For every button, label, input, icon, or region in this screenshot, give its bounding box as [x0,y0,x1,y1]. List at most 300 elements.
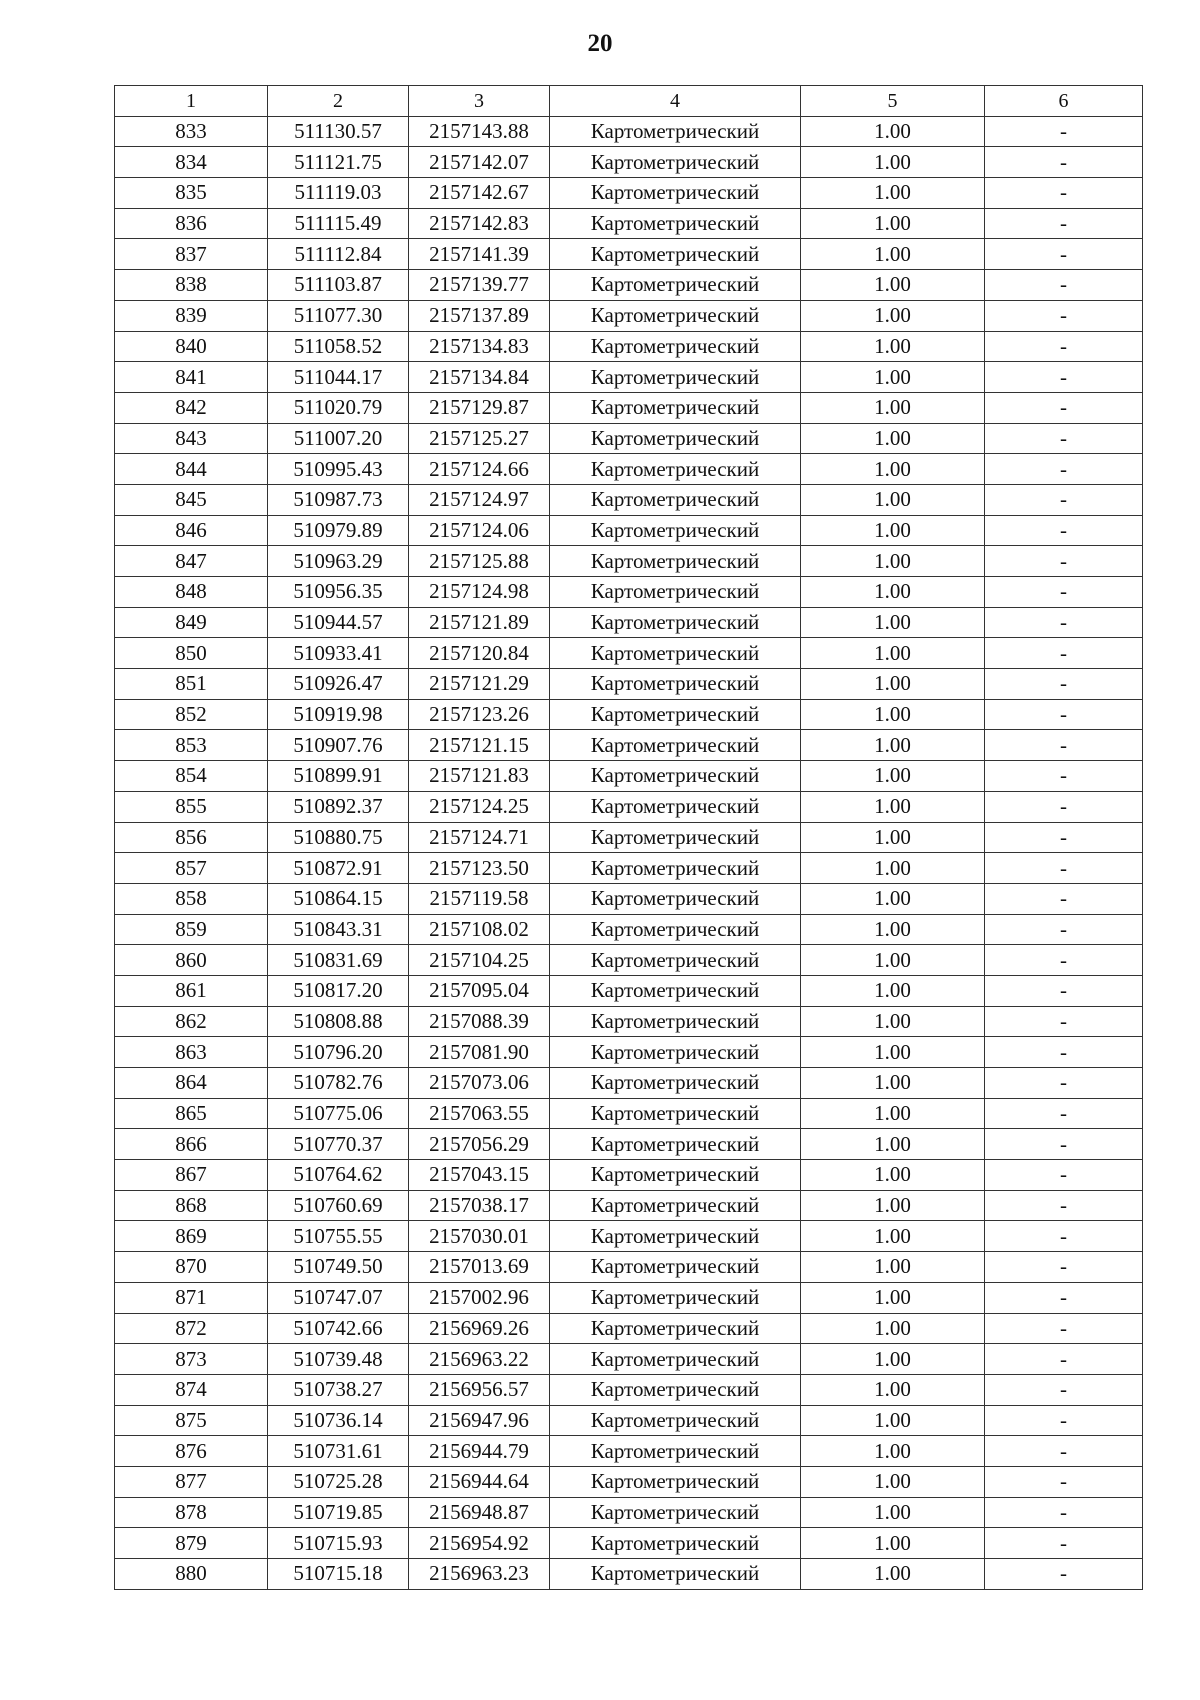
point-number-cell: 833 [115,116,268,147]
accuracy-cell: 1.00 [801,699,985,730]
table-row [115,423,1143,454]
description-cell: - [985,1528,1143,1559]
accuracy-cell: 1.00 [801,331,985,362]
table-row [115,1160,1143,1191]
description-cell: - [985,484,1143,515]
accuracy-cell: 1.00 [801,607,985,638]
table-row [115,1068,1143,1099]
accuracy-cell: 1.00 [801,423,985,454]
x-coordinate-cell: 510719.85 [268,1497,409,1528]
method-cell: Картометрический [550,208,801,239]
y-coordinate-cell: 2157142.07 [409,147,550,178]
x-coordinate-cell: 511112.84 [268,239,409,270]
method-cell: Картометрический [550,1344,801,1375]
x-coordinate-cell: 510831.69 [268,945,409,976]
description-cell: - [985,116,1143,147]
x-coordinate-cell: 510725.28 [268,1466,409,1497]
table-row [115,1405,1143,1436]
method-cell: Картометрический [550,577,801,608]
table-row [115,1221,1143,1252]
y-coordinate-cell: 2157124.25 [409,791,550,822]
method-cell: Картометрический [550,1068,801,1099]
x-coordinate-cell: 510715.18 [268,1559,409,1590]
accuracy-cell: 1.00 [801,914,985,945]
point-number-cell: 847 [115,546,268,577]
x-coordinate-cell: 510919.98 [268,699,409,730]
y-coordinate-cell: 2157125.27 [409,423,550,454]
method-cell: Картометрический [550,454,801,485]
description-cell: - [985,239,1143,270]
y-coordinate-cell: 2157124.71 [409,822,550,853]
x-coordinate-cell: 510749.50 [268,1252,409,1283]
accuracy-cell: 1.00 [801,300,985,331]
x-coordinate-cell: 511058.52 [268,331,409,362]
method-cell: Картометрический [550,638,801,669]
table-row [115,178,1143,209]
y-coordinate-cell: 2157063.55 [409,1098,550,1129]
y-coordinate-cell: 2157123.26 [409,699,550,730]
accuracy-cell: 1.00 [801,669,985,700]
table-row [115,699,1143,730]
accuracy-cell: 1.00 [801,1221,985,1252]
header-cell: 6 [985,86,1143,117]
table-row [115,1374,1143,1405]
y-coordinate-cell: 2157141.39 [409,239,550,270]
table-row [115,1497,1143,1528]
y-coordinate-cell: 2156963.23 [409,1559,550,1590]
y-coordinate-cell: 2157120.84 [409,638,550,669]
table-row [115,208,1143,239]
point-number-cell: 837 [115,239,268,270]
y-coordinate-cell: 2157013.69 [409,1252,550,1283]
accuracy-cell: 1.00 [801,546,985,577]
point-number-cell: 871 [115,1282,268,1313]
method-cell: Картометрический [550,1497,801,1528]
table-row [115,1006,1143,1037]
x-coordinate-cell: 510770.37 [268,1129,409,1160]
point-number-cell: 840 [115,331,268,362]
table-row [115,454,1143,485]
accuracy-cell: 1.00 [801,1160,985,1191]
table-row [115,730,1143,761]
point-number-cell: 862 [115,1006,268,1037]
table-row [115,1129,1143,1160]
point-number-cell: 872 [115,1313,268,1344]
method-cell: Картометрический [550,147,801,178]
point-number-cell: 842 [115,392,268,423]
x-coordinate-cell: 510899.91 [268,761,409,792]
point-number-cell: 877 [115,1466,268,1497]
accuracy-cell: 1.00 [801,515,985,546]
y-coordinate-cell: 2156969.26 [409,1313,550,1344]
accuracy-cell: 1.00 [801,239,985,270]
table-row [115,1252,1143,1283]
description-cell: - [985,1559,1143,1590]
table-row [115,515,1143,546]
description-cell: - [985,515,1143,546]
point-number-cell: 861 [115,975,268,1006]
description-cell: - [985,883,1143,914]
description-cell: - [985,1190,1143,1221]
table-row [115,239,1143,270]
y-coordinate-cell: 2157134.84 [409,362,550,393]
description-cell: - [985,1405,1143,1436]
x-coordinate-cell: 510782.76 [268,1068,409,1099]
point-number-cell: 853 [115,730,268,761]
method-cell: Картометрический [550,607,801,638]
accuracy-cell: 1.00 [801,1497,985,1528]
header-cell: 2 [268,86,409,117]
description-cell: - [985,208,1143,239]
y-coordinate-cell: 2156944.79 [409,1436,550,1467]
point-number-cell: 854 [115,761,268,792]
method-cell: Картометрический [550,1037,801,1068]
accuracy-cell: 1.00 [801,945,985,976]
point-number-cell: 849 [115,607,268,638]
y-coordinate-cell: 2156954.92 [409,1528,550,1559]
description-cell: - [985,423,1143,454]
accuracy-cell: 1.00 [801,270,985,301]
table-body [115,116,1143,1589]
description-cell: - [985,1037,1143,1068]
point-number-cell: 876 [115,1436,268,1467]
point-number-cell: 873 [115,1344,268,1375]
description-cell: - [985,454,1143,485]
x-coordinate-cell: 510872.91 [268,853,409,884]
x-coordinate-cell: 511130.57 [268,116,409,147]
method-cell: Картометрический [550,945,801,976]
method-cell: Картометрический [550,730,801,761]
point-number-cell: 879 [115,1528,268,1559]
table-row [115,270,1143,301]
table-row [115,1466,1143,1497]
method-cell: Картометрический [550,669,801,700]
description-cell: - [985,1221,1143,1252]
point-number-cell: 855 [115,791,268,822]
description-cell: - [985,945,1143,976]
table-row [115,331,1143,362]
table-row [115,883,1143,914]
method-cell: Картометрический [550,423,801,454]
x-coordinate-cell: 510731.61 [268,1436,409,1467]
table-row [115,1313,1143,1344]
x-coordinate-cell: 510995.43 [268,454,409,485]
y-coordinate-cell: 2157043.15 [409,1160,550,1191]
point-number-cell: 875 [115,1405,268,1436]
table-header [115,86,1143,117]
x-coordinate-cell: 510755.55 [268,1221,409,1252]
point-number-cell: 846 [115,515,268,546]
y-coordinate-cell: 2157143.88 [409,116,550,147]
y-coordinate-cell: 2156944.64 [409,1466,550,1497]
method-cell: Картометрический [550,1006,801,1037]
y-coordinate-cell: 2157124.98 [409,577,550,608]
point-number-cell: 834 [115,147,268,178]
description-cell: - [985,975,1143,1006]
y-coordinate-cell: 2157104.25 [409,945,550,976]
y-coordinate-cell: 2157030.01 [409,1221,550,1252]
accuracy-cell: 1.00 [801,883,985,914]
method-cell: Картометрический [550,300,801,331]
y-coordinate-cell: 2157142.67 [409,178,550,209]
accuracy-cell: 1.00 [801,1344,985,1375]
description-cell: - [985,1282,1143,1313]
x-coordinate-cell: 510907.76 [268,730,409,761]
x-coordinate-cell: 510944.57 [268,607,409,638]
point-number-cell: 835 [115,178,268,209]
table-row [115,362,1143,393]
x-coordinate-cell: 510864.15 [268,883,409,914]
y-coordinate-cell: 2156956.57 [409,1374,550,1405]
table-row [115,945,1143,976]
table-row [115,822,1143,853]
accuracy-cell: 1.00 [801,147,985,178]
point-number-cell: 843 [115,423,268,454]
method-cell: Картометрический [550,1528,801,1559]
table-row [115,116,1143,147]
point-number-cell: 841 [115,362,268,393]
y-coordinate-cell: 2157123.50 [409,853,550,884]
method-cell: Картометрический [550,270,801,301]
accuracy-cell: 1.00 [801,208,985,239]
description-cell: - [985,761,1143,792]
accuracy-cell: 1.00 [801,1528,985,1559]
description-cell: - [985,147,1143,178]
y-coordinate-cell: 2157038.17 [409,1190,550,1221]
table-row [115,1282,1143,1313]
header-cell: 3 [409,86,550,117]
description-cell: - [985,638,1143,669]
accuracy-cell: 1.00 [801,454,985,485]
description-cell: - [985,1252,1143,1283]
description-cell: - [985,1436,1143,1467]
header-cell: 5 [801,86,985,117]
point-number-cell: 844 [115,454,268,485]
point-number-cell: 848 [115,577,268,608]
x-coordinate-cell: 510760.69 [268,1190,409,1221]
table-row [115,1559,1143,1590]
method-cell: Картометрический [550,484,801,515]
x-coordinate-cell: 511020.79 [268,392,409,423]
header-row [115,86,1143,117]
x-coordinate-cell: 510739.48 [268,1344,409,1375]
accuracy-cell: 1.00 [801,116,985,147]
y-coordinate-cell: 2157124.06 [409,515,550,546]
x-coordinate-cell: 511119.03 [268,178,409,209]
x-coordinate-cell: 511044.17 [268,362,409,393]
point-number-cell: 851 [115,669,268,700]
accuracy-cell: 1.00 [801,853,985,884]
accuracy-cell: 1.00 [801,1006,985,1037]
table-row [115,147,1143,178]
description-cell: - [985,791,1143,822]
table-row [115,791,1143,822]
table-row [115,392,1143,423]
description-cell: - [985,300,1143,331]
x-coordinate-cell: 510764.62 [268,1160,409,1191]
description-cell: - [985,178,1143,209]
x-coordinate-cell: 510736.14 [268,1405,409,1436]
accuracy-cell: 1.00 [801,1405,985,1436]
table-row [115,761,1143,792]
point-number-cell: 838 [115,270,268,301]
point-number-cell: 859 [115,914,268,945]
description-cell: - [985,1374,1143,1405]
x-coordinate-cell: 511077.30 [268,300,409,331]
table-row [115,1037,1143,1068]
y-coordinate-cell: 2156948.87 [409,1497,550,1528]
point-number-cell: 880 [115,1559,268,1590]
y-coordinate-cell: 2157134.83 [409,331,550,362]
description-cell: - [985,362,1143,393]
description-cell: - [985,853,1143,884]
y-coordinate-cell: 2157124.66 [409,454,550,485]
method-cell: Картометрический [550,1252,801,1283]
x-coordinate-cell: 510775.06 [268,1098,409,1129]
point-number-cell: 866 [115,1129,268,1160]
method-cell: Картометрический [550,1466,801,1497]
method-cell: Картометрический [550,1129,801,1160]
description-cell: - [985,1160,1143,1191]
y-coordinate-cell: 2156947.96 [409,1405,550,1436]
description-cell: - [985,914,1143,945]
x-coordinate-cell: 510796.20 [268,1037,409,1068]
point-number-cell: 852 [115,699,268,730]
point-number-cell: 874 [115,1374,268,1405]
accuracy-cell: 1.00 [801,362,985,393]
table-row [115,484,1143,515]
method-cell: Картометрический [550,392,801,423]
method-cell: Картометрический [550,822,801,853]
x-coordinate-cell: 511115.49 [268,208,409,239]
point-number-cell: 860 [115,945,268,976]
method-cell: Картометрический [550,1405,801,1436]
accuracy-cell: 1.00 [801,1190,985,1221]
point-number-cell: 865 [115,1098,268,1129]
x-coordinate-cell: 510817.20 [268,975,409,1006]
method-cell: Картометрический [550,1160,801,1191]
table-row [115,975,1143,1006]
table-row [115,1528,1143,1559]
x-coordinate-cell: 510715.93 [268,1528,409,1559]
method-cell: Картометрический [550,116,801,147]
y-coordinate-cell: 2157125.88 [409,546,550,577]
method-cell: Картометрический [550,1221,801,1252]
x-coordinate-cell: 510963.29 [268,546,409,577]
y-coordinate-cell: 2157073.06 [409,1068,550,1099]
accuracy-cell: 1.00 [801,1098,985,1129]
accuracy-cell: 1.00 [801,577,985,608]
x-coordinate-cell: 511103.87 [268,270,409,301]
y-coordinate-cell: 2157137.89 [409,300,550,331]
x-coordinate-cell: 510892.37 [268,791,409,822]
y-coordinate-cell: 2157142.83 [409,208,550,239]
method-cell: Картометрический [550,1374,801,1405]
y-coordinate-cell: 2157121.15 [409,730,550,761]
description-cell: - [985,669,1143,700]
description-cell: - [985,1129,1143,1160]
method-cell: Картометрический [550,914,801,945]
x-coordinate-cell: 510926.47 [268,669,409,700]
y-coordinate-cell: 2157121.89 [409,607,550,638]
description-cell: - [985,331,1143,362]
method-cell: Картометрический [550,1282,801,1313]
y-coordinate-cell: 2156963.22 [409,1344,550,1375]
point-number-cell: 857 [115,853,268,884]
accuracy-cell: 1.00 [801,1282,985,1313]
table-row [115,669,1143,700]
description-cell: - [985,1497,1143,1528]
y-coordinate-cell: 2157129.87 [409,392,550,423]
method-cell: Картометрический [550,362,801,393]
x-coordinate-cell: 510987.73 [268,484,409,515]
x-coordinate-cell: 510738.27 [268,1374,409,1405]
accuracy-cell: 1.00 [801,822,985,853]
accuracy-cell: 1.00 [801,1313,985,1344]
x-coordinate-cell: 510808.88 [268,1006,409,1037]
table-row [115,577,1143,608]
x-coordinate-cell: 510742.66 [268,1313,409,1344]
method-cell: Картометрический [550,1313,801,1344]
accuracy-cell: 1.00 [801,791,985,822]
y-coordinate-cell: 2157088.39 [409,1006,550,1037]
accuracy-cell: 1.00 [801,1068,985,1099]
method-cell: Картометрический [550,975,801,1006]
point-number-cell: 878 [115,1497,268,1528]
point-number-cell: 868 [115,1190,268,1221]
method-cell: Картометрический [550,331,801,362]
y-coordinate-cell: 2157121.29 [409,669,550,700]
accuracy-cell: 1.00 [801,638,985,669]
x-coordinate-cell: 510880.75 [268,822,409,853]
description-cell: - [985,270,1143,301]
table-row [115,1436,1143,1467]
point-number-cell: 863 [115,1037,268,1068]
description-cell: - [985,546,1143,577]
description-cell: - [985,392,1143,423]
page-number: 20 [587,30,613,57]
method-cell: Картометрический [550,1098,801,1129]
method-cell: Картометрический [550,699,801,730]
x-coordinate-cell: 510956.35 [268,577,409,608]
method-cell: Картометрический [550,546,801,577]
coordinates-table [114,85,1143,1590]
y-coordinate-cell: 2157121.83 [409,761,550,792]
table-row [115,546,1143,577]
point-number-cell: 867 [115,1160,268,1191]
point-number-cell: 858 [115,883,268,914]
accuracy-cell: 1.00 [801,730,985,761]
description-cell: - [985,577,1143,608]
x-coordinate-cell: 510979.89 [268,515,409,546]
description-cell: - [985,1098,1143,1129]
description-cell: - [985,1006,1143,1037]
description-cell: - [985,822,1143,853]
description-cell: - [985,699,1143,730]
accuracy-cell: 1.00 [801,392,985,423]
accuracy-cell: 1.00 [801,1037,985,1068]
table-row [115,300,1143,331]
table-row [115,1098,1143,1129]
accuracy-cell: 1.00 [801,1374,985,1405]
accuracy-cell: 1.00 [801,1559,985,1590]
x-coordinate-cell: 510933.41 [268,638,409,669]
description-cell: - [985,1344,1143,1375]
x-coordinate-cell: 510747.07 [268,1282,409,1313]
point-number-cell: 870 [115,1252,268,1283]
description-cell: - [985,730,1143,761]
description-cell: - [985,1068,1143,1099]
